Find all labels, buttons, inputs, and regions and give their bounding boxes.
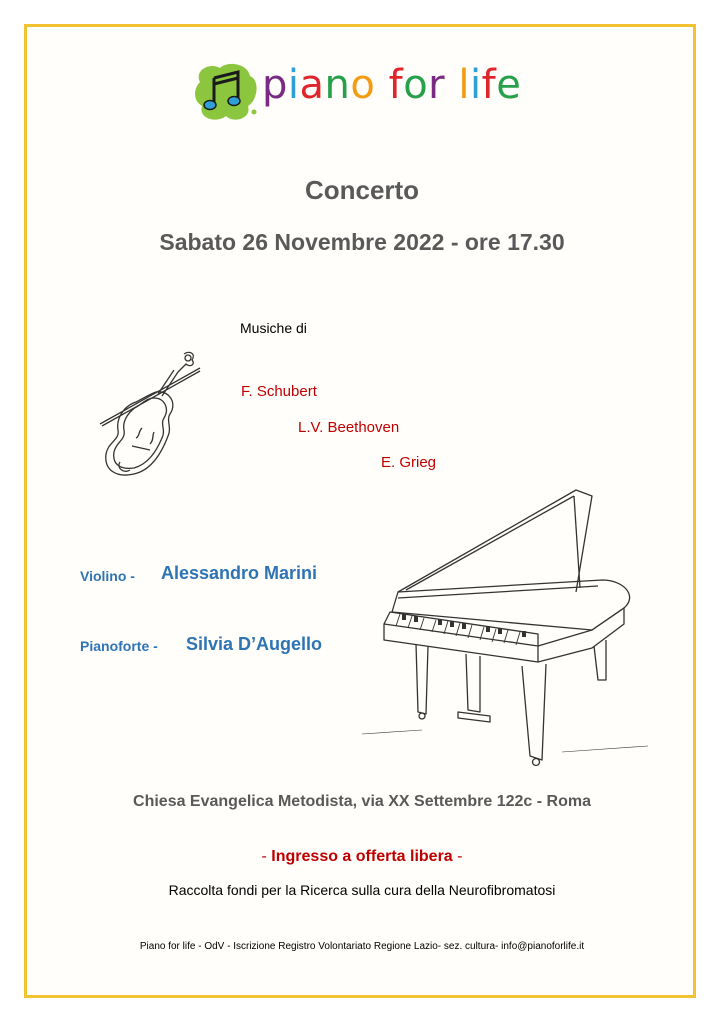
performer-name-piano: Silvia D’Augello xyxy=(186,634,323,654)
logo-letter: f xyxy=(481,62,497,108)
logo-letter: a xyxy=(299,62,325,108)
composer-beethoven: L.V. Beethoven xyxy=(298,419,400,436)
admission-text: Ingresso a offerta libera xyxy=(271,848,453,865)
logo-letter: i xyxy=(469,62,482,108)
logo-letter: p xyxy=(262,62,288,108)
footer-info: Piano for life - OdV - Iscrizione Registro Volontariato Regione Lazio- sez. cultura- info@pianoforlife.it xyxy=(139,941,585,952)
fundraising-cause: Raccolta fondi per la Ricerca sulla cura della Neurofibromatosi xyxy=(168,882,556,898)
logo-letter: r xyxy=(428,62,446,108)
venue-address: Chiesa Evangelica Metodista, via XX Settembre 122c - Roma xyxy=(133,793,591,810)
event-title: Concerto xyxy=(304,175,420,205)
performer-role-piano: Pianoforte - xyxy=(80,638,158,654)
logo-letter: f xyxy=(388,62,404,108)
violin-illustration xyxy=(96,346,206,486)
logo-wordmark xyxy=(262,62,521,108)
program-intro: Musiche di xyxy=(240,320,307,336)
logo-letter xyxy=(445,62,458,108)
event-datetime: Sabato 26 Novembre 2022 - ore 17.30 xyxy=(159,229,565,255)
composer-schubert: F. Schubert xyxy=(241,383,317,400)
music-notes-splash-icon xyxy=(192,60,262,126)
logo-letter: n xyxy=(324,62,351,108)
logo-letter: o xyxy=(350,62,376,108)
logo-letter xyxy=(375,62,388,108)
logo-letter: o xyxy=(403,62,429,108)
composer-grieg: E. Grieg xyxy=(381,454,437,471)
logo-letter: i xyxy=(287,62,300,108)
grand-piano-illustration xyxy=(362,484,652,774)
logo-letter: e xyxy=(496,62,522,108)
admission-suffix: - xyxy=(452,848,463,865)
logo-letter: l xyxy=(458,62,470,108)
performer-name-violin: Alessandro Marini xyxy=(161,563,318,583)
performer-role-violin: Violino - xyxy=(80,568,135,584)
admission-prefix: - xyxy=(261,848,272,865)
piano-for-life-logo xyxy=(192,60,537,126)
admission-note xyxy=(0,848,724,866)
